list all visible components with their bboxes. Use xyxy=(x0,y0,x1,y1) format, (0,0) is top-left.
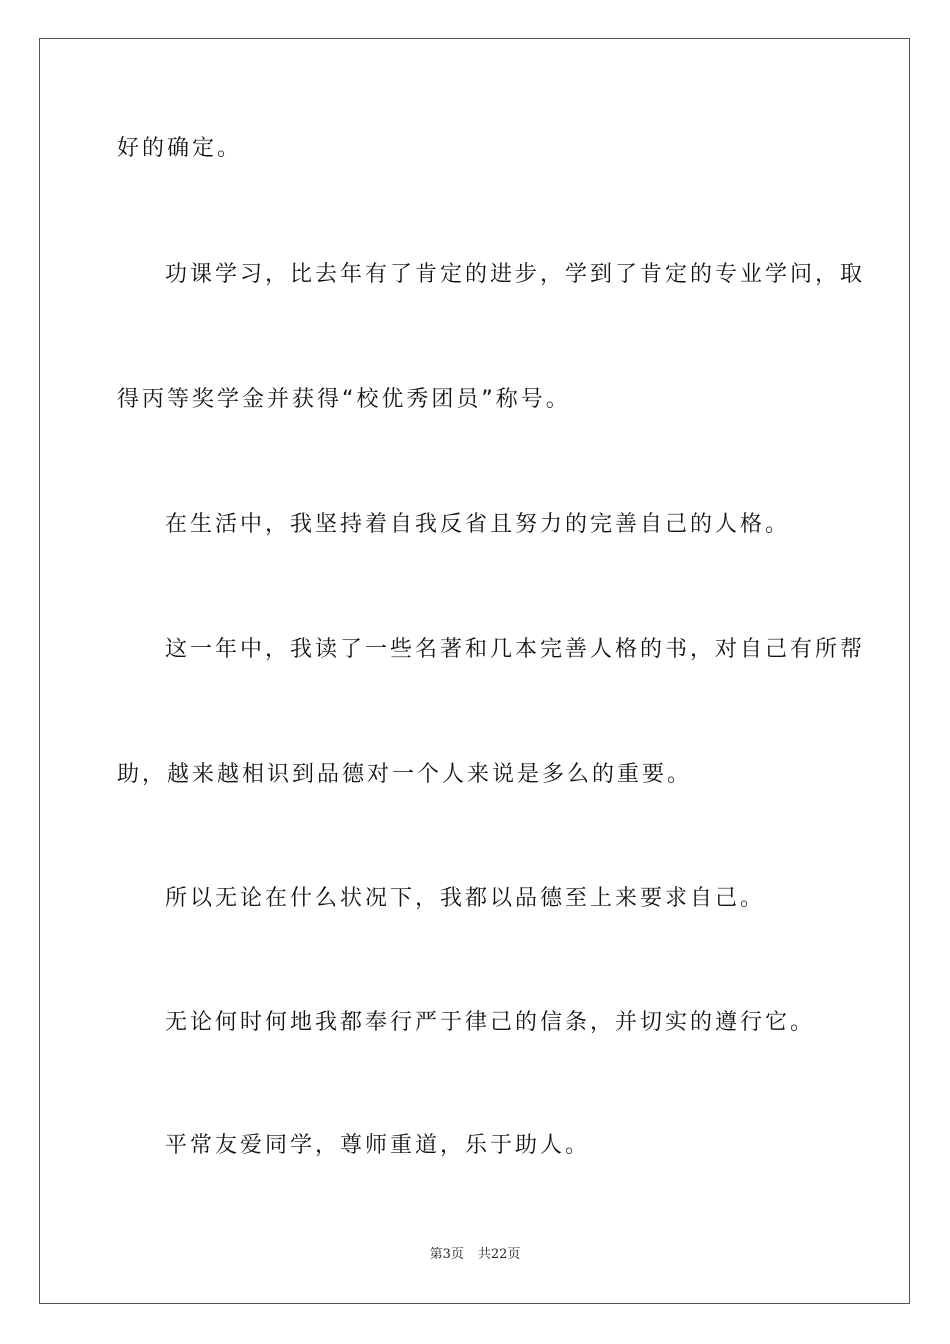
page-number: 第3页 xyxy=(429,1247,464,1262)
text-line: 好的确定。 xyxy=(117,136,243,161)
text-line: 得丙等奖学金并获得“校优秀团员”称号。 xyxy=(117,387,571,412)
page-frame xyxy=(39,38,910,1304)
page-footer xyxy=(0,1246,950,1264)
paragraph-start: 无论何时何地我都奉行严于律己的信条，并切实的遵行它。 xyxy=(165,1010,816,1035)
page-total: 共22页 xyxy=(477,1247,521,1262)
paragraph-start: 平常友爱同学，尊师重道，乐于助人。 xyxy=(165,1133,591,1158)
paragraph-start: 这一年中，我读了一些名著和几本完善人格的书，对自己有所帮 xyxy=(165,637,866,662)
text-line: 助，越来越相识到品德对一个人来说是多么的重要。 xyxy=(117,762,693,787)
paragraph-start: 功课学习，比去年有了肯定的进步，学到了肯定的专业学问，取 xyxy=(165,262,866,287)
paragraph-start: 所以无论在什么状况下，我都以品德至上来要求自己。 xyxy=(165,886,766,911)
paragraph-start: 在生活中，我坚持着自我反省且努力的完善自己的人格。 xyxy=(165,512,791,537)
